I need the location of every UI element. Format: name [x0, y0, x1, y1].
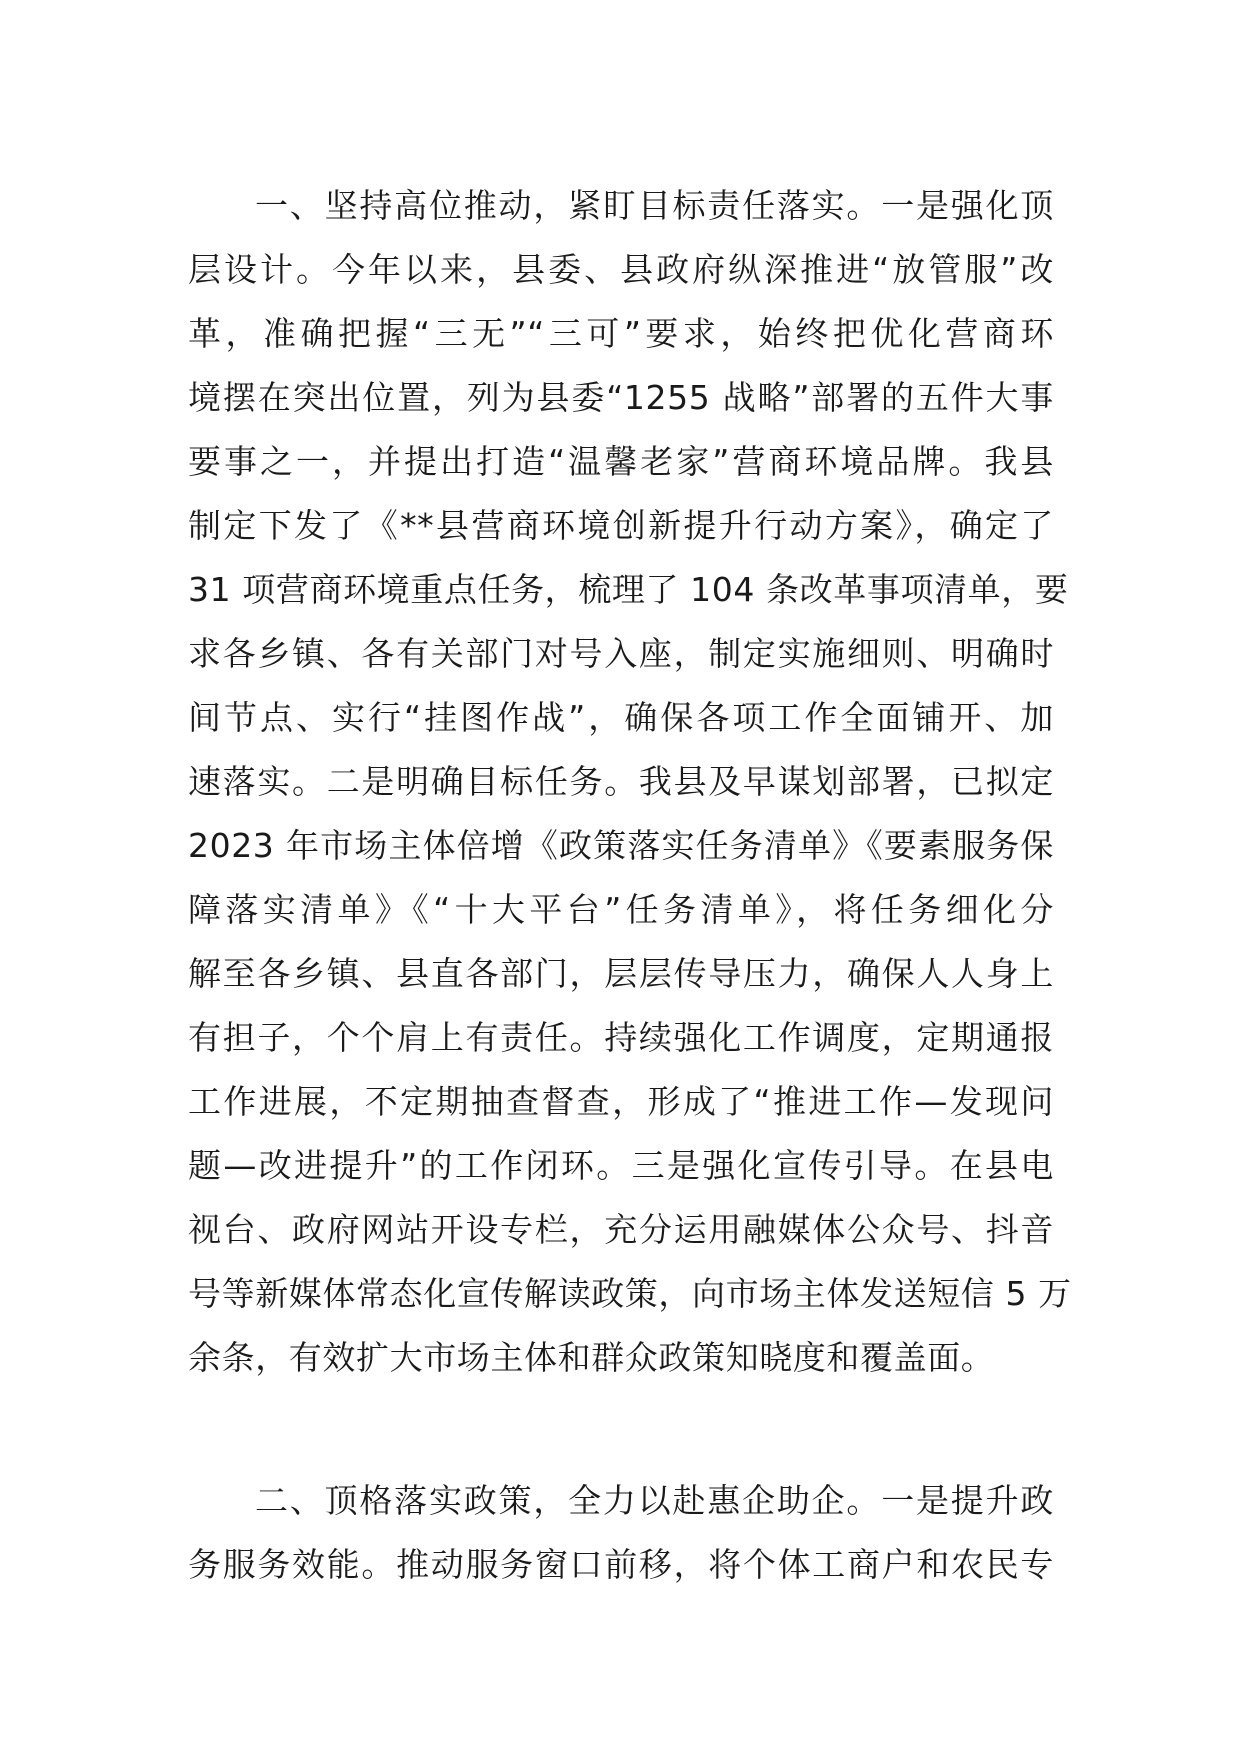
paragraph-line: 2023 年市场主体倍增《政策落实任务清单》《要素服务保: [188, 826, 1054, 865]
paragraph-line: 视台、政府网站开设专栏，充分运用融媒体公众号、抖音: [188, 1210, 1054, 1249]
paragraph-line: 一、坚持高位推动，紧盯目标责任落实。一是强化顶: [255, 186, 1054, 225]
paragraph-line: 速落实。二是明确目标任务。我县及早谋划部署，已拟定: [188, 762, 1054, 801]
paragraph-line: 求各乡镇、各有关部门对号入座，制定实施细则、明确时: [188, 634, 1054, 673]
paragraph-line: 余条，有效扩大市场主体和群众政策知晓度和覆盖面。: [188, 1338, 995, 1377]
paragraph-line: 务服务效能。推动服务窗口前移，将个体工商户和农民专: [188, 1545, 1054, 1584]
paragraph-line: 革，准确把握“三无”“三可”要求，始终把优化营商环: [188, 314, 1054, 353]
paragraph-line: 境摆在突出位置，列为县委“1255 战略”部署的五件大事: [188, 378, 1054, 417]
paragraph-line: 制定下发了《**县营商环境创新提升行动方案》，确定了: [188, 506, 1054, 545]
paragraph-line: 工作进展，不定期抽查督查，形成了“推进工作—发现问: [188, 1082, 1054, 1121]
paragraph-line: 解至各乡镇、县直各部门，层层传导压力，确保人人身上: [188, 954, 1054, 993]
paragraph-line: 号等新媒体常态化宣传解读政策，向市场主体发送短信 5 万: [188, 1274, 1072, 1313]
paragraph-line: 题—改进提升”的工作闭环。三是强化宣传引导。在县电: [188, 1146, 1054, 1185]
paragraph-line: 障落实清单》《“十大平台”任务清单》，将任务细化分: [188, 890, 1054, 929]
paragraph-line: 31 项营商环境重点任务，梳理了 104 条改革事项清单，要: [188, 570, 1069, 609]
paragraph-line: 有担子，个个肩上有责任。持续强化工作调度，定期通报: [188, 1018, 1054, 1057]
paragraph-line: 层设计。今年以来，县委、县政府纵深推进“放管服”改: [188, 250, 1054, 289]
paragraph-line: 要事之一，并提出打造“温馨老家”营商环境品牌。我县: [188, 442, 1054, 481]
paragraph-line: 间节点、实行“挂图作战”，确保各项工作全面铺开、加: [188, 698, 1054, 737]
paragraph-line: 二、顶格落实政策，全力以赴惠企助企。一是提升政: [255, 1481, 1054, 1520]
